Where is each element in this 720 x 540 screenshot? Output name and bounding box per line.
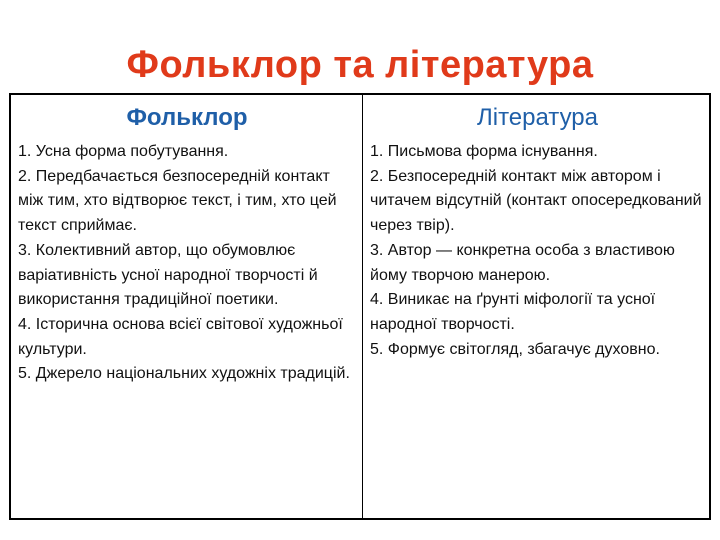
list-item: 5. Формує світогляд, збагачує духовно.: [370, 340, 660, 358]
list-item: 5. Джерело національних художніх традицій.: [18, 365, 350, 383]
list-item: 2. Безпосередній контакт між автором і читачем відсутній (контакт опосередкований через твір).: [370, 167, 702, 235]
column-header-literature: Література: [476, 104, 598, 131]
list-item: 4. Виникає на ґрунті міфології та усної народної творчості.: [370, 291, 656, 333]
column-literature: [363, 95, 711, 518]
column-folklore: [11, 95, 362, 518]
column-header-folklore: Фольклор: [126, 104, 248, 131]
list-item: 1. Усна форма побутування.: [18, 143, 229, 160]
column-body-literature: [370, 140, 705, 362]
list-item: 1. Письмова форма існування.: [370, 143, 598, 160]
comparison-table: [9, 93, 711, 520]
list-item: 2. Передбачається безпосередній контакт між тим, хто відтворює текст, і тим, хто цей текст сприймає.: [18, 167, 337, 235]
slide-title: Фольклор та література: [126, 44, 594, 86]
list-item: 4. Історична основа всієї світової художньої культури.: [18, 315, 343, 358]
list-item: 3. Колективний автор, що обумовлює варіативність усної народної творчості й використання традиційної поетики.: [18, 241, 318, 309]
column-body-folklore: [18, 140, 356, 387]
list-item: 3. Автор — конкретна особа з властивою йому творчою манерою.: [370, 241, 675, 284]
